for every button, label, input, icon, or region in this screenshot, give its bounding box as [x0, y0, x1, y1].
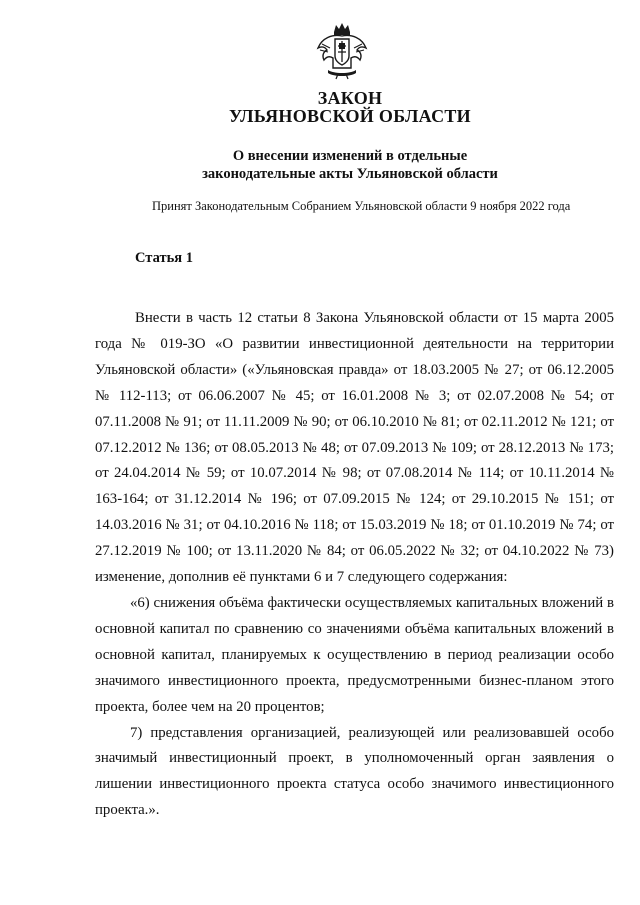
article-body	[95, 306, 614, 824]
item-7-paragraph: 7) представления организацией, реализующей или реализовавшей особо значимый инвестиционный проект, в уполномоченный орган заявления о лишении инвестиционного проекта статуса особо значимого инвестиционного проекта.».	[95, 724, 614, 819]
law-title: ЗАКОН	[317, 88, 383, 108]
law-subject-line2: законодательные акты Ульяновской области	[202, 166, 498, 182]
law-subject-line1: О внесении изменений в отдельные	[232, 148, 468, 164]
coat-of-arms-icon	[314, 22, 370, 80]
item-6-paragraph: «6) снижения объёма фактически осуществляемых капитальных вложений в основной капитал по сравнению со значениями объёма капитальных вложений в основной капитал, планируемых к осуществлению в период реализации особо значимого инвестиционного проекта, предусмотренными бизнес-планом этого проекта, более чем на 20 процентов;	[95, 594, 614, 715]
adoption-note: Принят Законодательным Собранием Ульяновской области 9 ноября 2022 года	[152, 199, 571, 213]
article-heading: Статья 1	[135, 250, 193, 266]
article-intro-paragraph: Внести в часть 12 статьи 8 Закона Ульяновской области от 15 марта 2005 года № 019-ЗО «О развитии инвестиционной деятельности на территории Ульяновской области» («Ульяновская правда» от 18.03.2005 № 27; от 06.12.2005 № 112-113; от 06.06.2007 № 45; от 16.01.2008 № 3; от 02.07.2008 № 54; от 07.11.2008 № 91; от 11.11.2009 № 90; от 06.10.2010 № 81; от 02.11.2012 № 121; от 07.12.2012 № 136; от 08.05.2013 № 48; от 07.09.2013 № 109; от 28.12.2013 № 173; от 24.04.2014 № 59; от 10.07.2014 № 98; от 07.08.2014 № 114; от 10.11.2014 № 163-164; от 31.12.2014 № 196; от 07.09.2015 № 124; от 29.10.2015 № 151; от 14.03.2016 № 31; от 04.10.2016 № 118; от 15.03.2019 № 18; от 01.10.2019 № 74; от 27.12.2019 № 100; от 13.11.2020 № 84; от 06.05.2022 № 32; от 04.10.2022 № 73) изменение, дополнив её пунктами 6 и 7 следующего содержания:	[95, 310, 614, 586]
law-region: УЛЬЯНОВСКОЙ ОБЛАСТИ	[229, 106, 471, 126]
